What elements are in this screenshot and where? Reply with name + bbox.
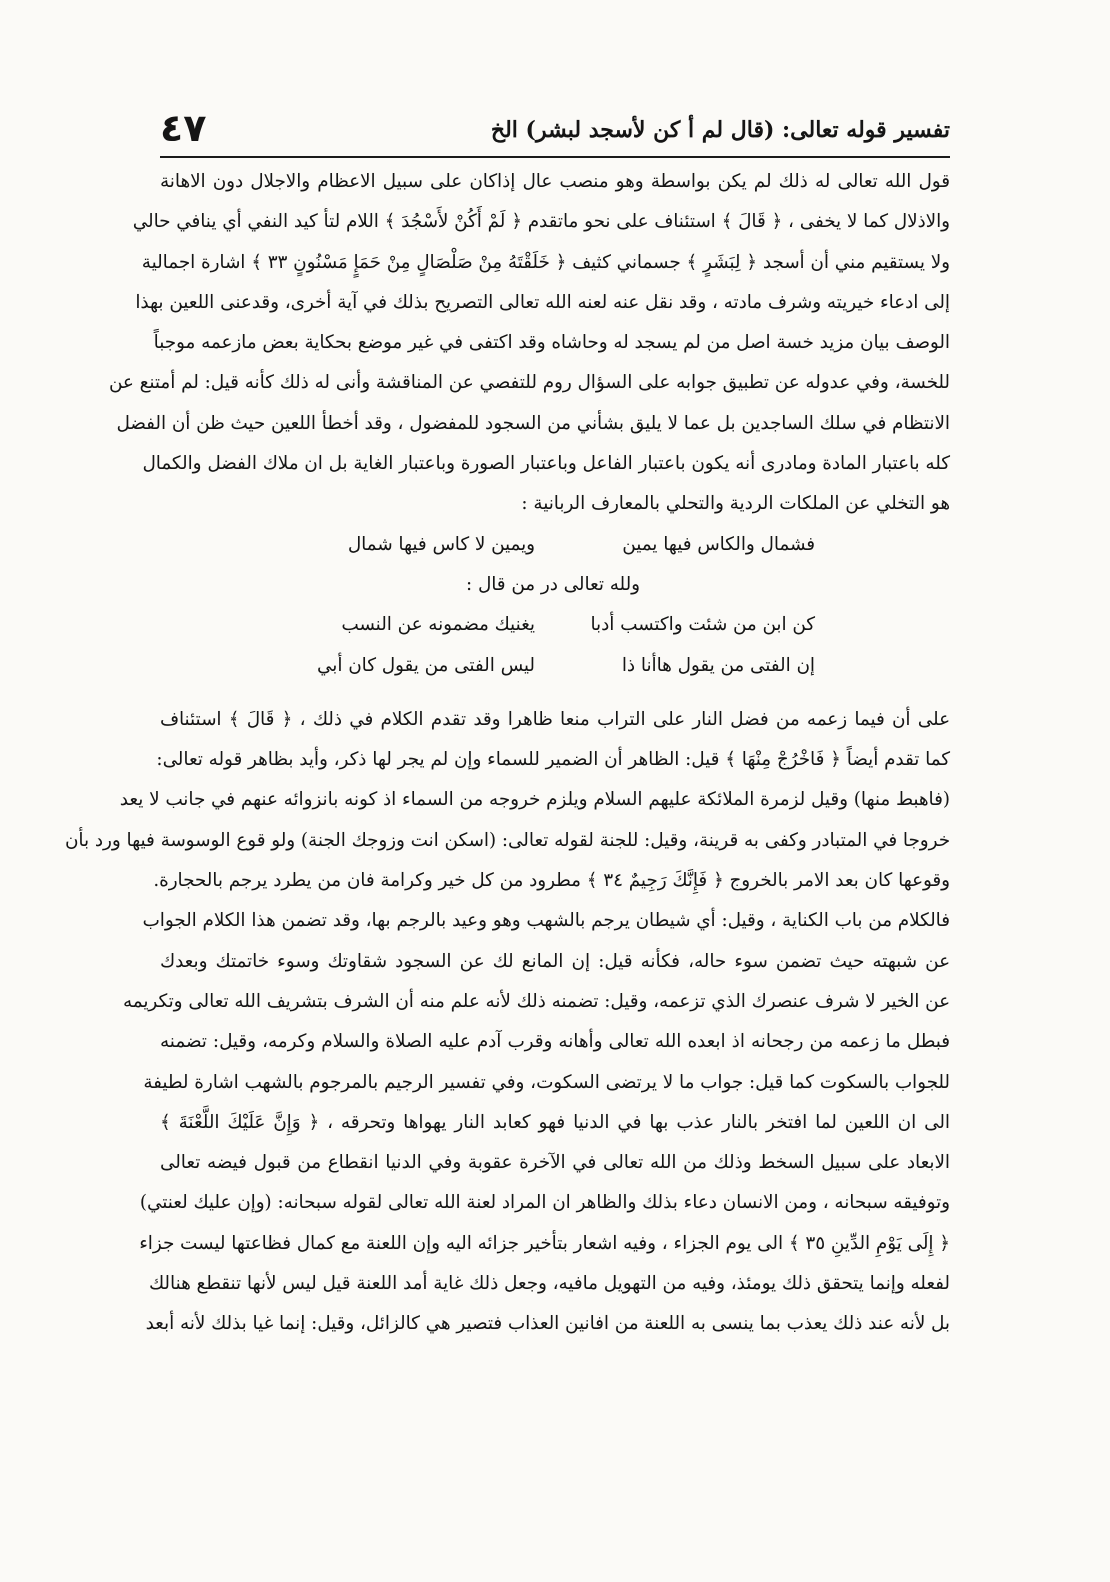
hemistich-left: ويمين لا كاس فيها شمال (347, 533, 535, 555)
text-line: عن الخير لا شرف عنصرك الذي تزعمه، وقيل: تضمنه ذلك لأنه علم منه أن الشرف بتشريف الله تعالى وتكريمه (122, 990, 950, 1012)
page-number: ٤٧ (160, 106, 207, 150)
text-line: خروجا في المتبادر وكفى به قرينة، وقيل: للجنة لقوله تعالى: (اسكن انت وزوجك الجنة) ولو قوع الوسوسة فيها ورد بأن (65, 829, 950, 851)
text-line: عن شبهته حيث تضمن سوء حاله، فكأنه قيل: إن المانع لك عن السجود شقاوتك وسوء خاتمتك وبعدك (160, 950, 950, 972)
running-head: تفسير قوله تعالى: (قال لم أ كن لأسجد لبشر) الخ (490, 117, 950, 143)
text-line: وتوفيقه سبحانه ، ومن الانسان دعاء بذلك والظاهر ان المراد لعنة الله تعالى لقوله سبحانه: (وإن عليك لعنتي) (139, 1192, 950, 1214)
text-line: ﴿ إِلَى يَوْمِ الدِّينِ ٣٥ ﴾ الى يوم الجزاء ، وفيه اشعار بتأخير جزائه اليه وإن اللعنة مع كمال فظاعتها ليست جزاء (139, 1232, 950, 1254)
hemistich-right: فشمال والكاس فيها يمين (622, 533, 815, 555)
text-line: فالكلام من باب الكناية ، وقيل: أي شيطان يرجم بالشهب وهو وعيد بالرجم بها، وقد تضمن هذا الكلام الجواب (142, 910, 950, 932)
text-line: للجواب بالسكوت كما قيل: جواب ما لا يرتضى السكوت، وفي تفسير الرجيم بالمرجوم بالشهب اشارة لطيفة (143, 1071, 950, 1093)
spacer (160, 686, 950, 700)
text-line: قول الله تعالى له ذلك لم يكن بواسطة وهو منصب عال إذاكان على سبيل الاعظام والاجلال دون الاهانة (160, 171, 950, 192)
text-line: الوصف بيان مزيد خسة اصل من لم يسجد له وحاشاه وقد اكتفى في غير موضع بحكاية بعض مازعمه موجباً (153, 332, 950, 354)
hemistich-left: يغنيك مضمونه عن النسب (341, 614, 535, 636)
page-body (65, 162, 950, 1345)
page-header (160, 104, 950, 158)
text-line: هو التخلي عن الملكات الردية والتحلي بالمعارف الربانية : (521, 493, 950, 515)
text-line: إلى ادعاء خيريته وشرف مادته ، وقد نقل عنه لعنه الله تعالى التصريح بذلك في آية أخرى، وقدعنى اللعين بهذا (135, 291, 950, 313)
hemistich-right: إن الفتى من يقول هاأنا ذا (621, 654, 815, 676)
text-line: الانتظام في سلك الساجدين بل عما لا يليق بشأني من السجود للمفضول ، وقد أخطأ اللعين حيث ظن أن الفضل (116, 412, 950, 434)
text-line: ولا يستقيم مني أن أسجد ﴿ لِبَشَرٍ ﴾ جسماني كثيف ﴿ خَلَقْتَهُ مِنْ صَلْصَالٍ مِنْ حَمَإٍ مَسْنُونٍ ٣٣ ﴾ اشارة اجمالية (141, 251, 950, 273)
text-line: الى ان اللعين لما افتخر بالنار عذب بها في الدنيا فهو كعابد النار يهواها وتحرقه ، ﴿ وَإِنَّ عَلَيْكَ اللَّعْنَةَ ﴾ (160, 1111, 950, 1133)
poem-2-verse-1 (160, 605, 950, 645)
text-line: كما تقدم أيضاً ﴿ فَاخْرُجْ مِنْهَا ﴾ قيل: الظاهر أن الضمير للسماء وإن لم يجر لها ذكر، وأيد بظاهر قوله تعالى: (156, 749, 950, 771)
paragraph-1 (109, 162, 950, 525)
interlude-line: ولله تعالى در من قال : (465, 573, 640, 595)
text-line: وقوعها كان بعد الامر بالخروج ﴿ فَإِنَّكَ رَجِيمٌ ٣٤ ﴾ مطرود من كل خير وكرامة فان من يطرد يرجم بالحجارة. (153, 870, 950, 892)
hemistich-right: كن ابن من شئت واكتسب أدبا (590, 614, 815, 636)
text-line: والاذلال كما لا يخفى ، ﴿ قَالَ ﴾ استئناف على نحو ماتقدم ﴿ لَمْ أَكُنْ لأَسْجُدَ ﴾ اللام لتأ كيد النفي أي ينافي حالي (132, 211, 950, 233)
text-line: فبطل ما زعمه من رجحانه اذ ابعده الله تعالى وأهانه وقرب آدم عليه الصلاة والسلام وكرمه، وقيل: تضمنه (160, 1031, 950, 1053)
text-line: كله باعتبار المادة ومادرى أنه يكون باعتبار الفاعل وباعتبار الصورة وباعتبار الغاية بل ان ملاك الفضل والكمال (142, 453, 950, 475)
paragraph-2 (65, 700, 950, 1345)
text-line: للخسة، وفي عدوله عن تطبيق جوابه على السؤال روم للتفصي عن المناقشة وأنى له ذلك كأنه قيل: لم أمتنع عن (109, 372, 950, 394)
text-line: لفعله وإنما يتحقق ذلك يومئذ، وفيه من التهويل مافيه، وجعل ذلك غاية أمد اللعنة قيل ليس لأنها تنقطع هنالك (149, 1273, 950, 1295)
text-line: (فاهبط منها) وقيل لزمرة الملائكة عليهم السلام ويلزم خروجه من السماء اذ كونه بانزوائه عنهم في جانب لا يعد (119, 789, 950, 811)
text-line: على أن فيما زعمه من فضل النار على التراب منعا ظاهرا وقد تقدم الكلام في ذلك ، ﴿ قَالَ ﴾ استئناف (160, 708, 950, 730)
poem-1-verse (160, 525, 950, 565)
text-line: الابعاد على سبيل السخط وذلك من الله تعالى في الآخرة عقوبة وفي الدنيا انقطاع من قبول فيضه تعالى (160, 1152, 950, 1174)
poem-2-verse-2 (160, 646, 950, 686)
hemistich-left: ليس الفتى من يقول كان أبي (317, 654, 535, 676)
text-line: بل لأنه عند ذلك يعذب بما ينسى به اللعنة من افانين العذاب فتصير هي كالزائل، وقيل: إنما غيا بذلك لأنه أبعد (145, 1313, 950, 1335)
